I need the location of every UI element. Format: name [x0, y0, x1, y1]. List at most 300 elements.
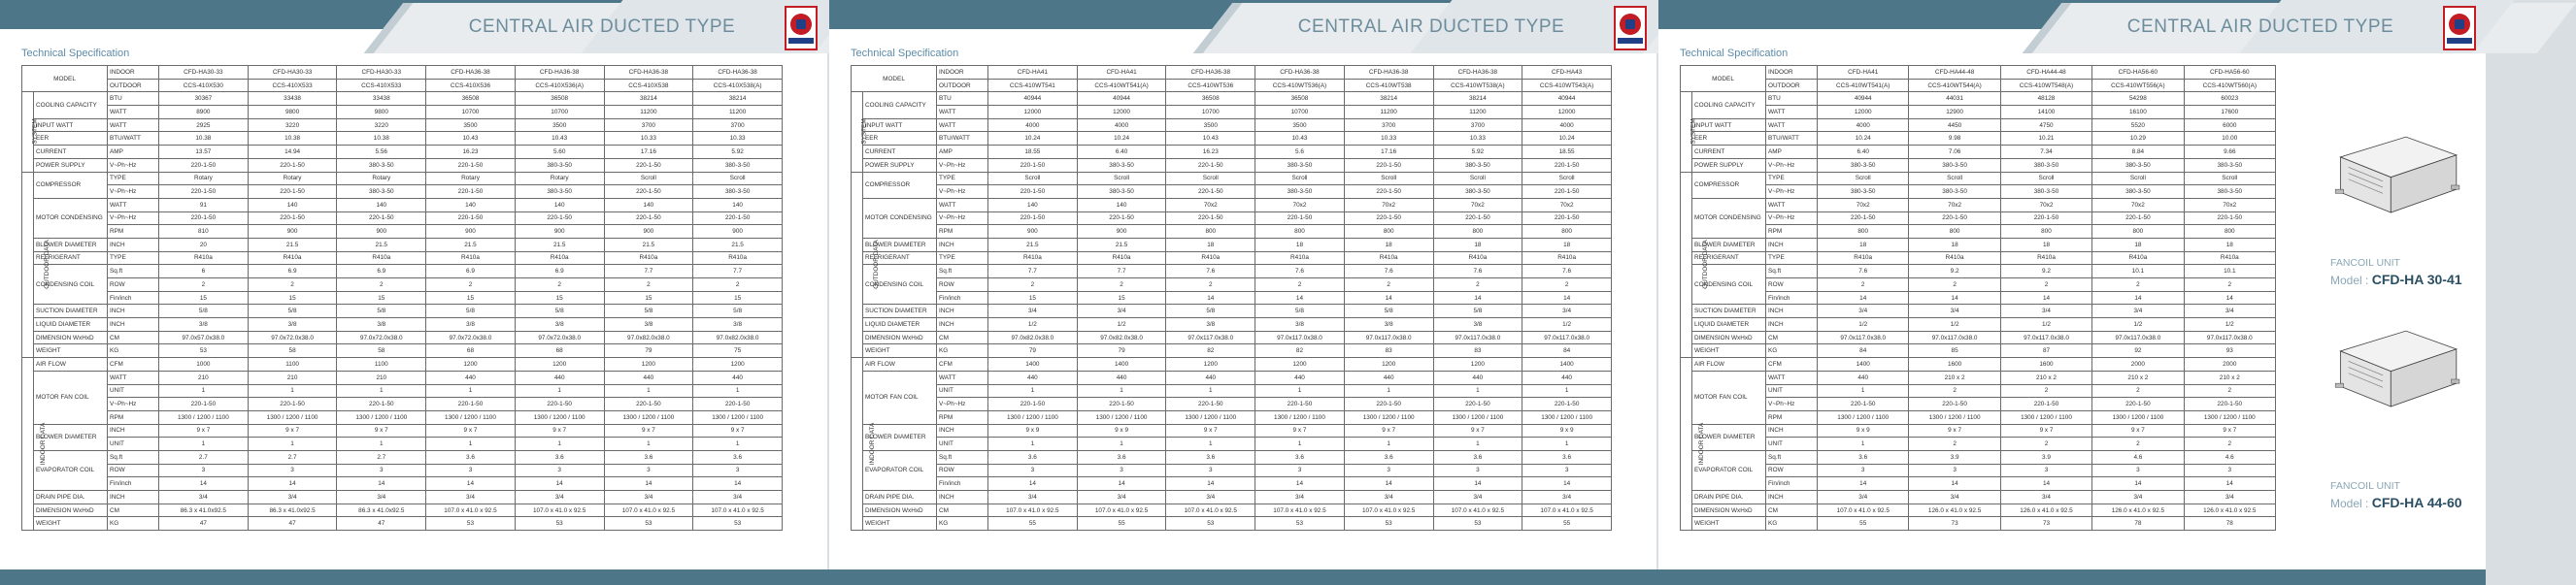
spec-value-cell: 3/4: [2092, 305, 2184, 318]
label-u_btu: BTU: [108, 92, 159, 106]
label-blower_diameter: BLOWER DIAMETER: [1692, 424, 1766, 450]
spec-value-cell: 9 x 7: [1255, 424, 1345, 438]
outdoor-model-cell: CCS-410WT541: [988, 79, 1078, 92]
spec-value-cell: 3.6: [1522, 450, 1612, 464]
spec-value-cell: 68: [515, 344, 604, 358]
label-u_row: ROW: [108, 278, 159, 292]
spec-value-cell: 220-1-50: [1344, 158, 1433, 172]
spec-value-cell: 380-3-50: [1255, 185, 1345, 199]
spec-value-cell: 9 x 9: [1077, 424, 1166, 438]
spec-value-cell: 3700: [693, 118, 783, 132]
spec-value-cell: 97.0x117.0x38.0: [1818, 331, 1909, 344]
spec-value-cell: 1: [693, 438, 783, 451]
spec-value-cell: Scroll: [693, 172, 783, 185]
spec-value-cell: 1300 / 1200 / 1100: [1433, 410, 1522, 424]
spec-row: [22, 172, 783, 185]
spec-value-cell: 1300 / 1200 / 1100: [1818, 410, 1909, 424]
spec-value-cell: 220-1-50: [1166, 158, 1255, 172]
spec-value-cell: 220-1-50: [515, 398, 604, 411]
spec-value-cell: 1100: [337, 358, 426, 372]
spec-value-cell: 18: [1255, 238, 1345, 251]
label-u_watt: WATT: [1766, 106, 1818, 119]
spec-value-cell: 220-1-50: [693, 211, 783, 225]
spec-value-cell: 1100: [248, 358, 337, 372]
spec-value-cell: Scroll: [1166, 172, 1255, 185]
page-title: CENTRAL AIR DUCTED TYPE: [468, 16, 736, 37]
spec-value-cell: 3700: [1344, 118, 1433, 132]
spec-value-cell: 85: [1909, 344, 2000, 358]
spec-value-cell: 1: [426, 384, 516, 398]
spec-value-cell: 70x2: [2184, 198, 2275, 211]
label-dimension: DIMENSION WxHxD: [34, 331, 108, 344]
label-indoor: INDOOR: [1766, 66, 1818, 80]
spec-page-1: [0, 0, 827, 585]
spec-value-cell: 2.7: [248, 450, 337, 464]
spec-value-cell: 7.6: [1166, 265, 1255, 278]
label-u_sqft: Sq.ft: [1766, 450, 1818, 464]
spec-value-cell: 14: [1433, 477, 1522, 491]
label-u_sqft: Sq.ft: [108, 450, 159, 464]
spec-row: [22, 185, 783, 199]
spec-value-cell: 15: [248, 291, 337, 305]
spec-value-cell: 380-3-50: [515, 158, 604, 172]
spec-value-cell: R410a: [337, 251, 426, 265]
spec-value-cell: 40944: [1522, 92, 1612, 106]
spec-value-cell: 1300 / 1200 / 1100: [1909, 410, 2000, 424]
label-indoor: INDOOR: [108, 66, 159, 80]
spec-value-cell: 5/8: [1255, 305, 1345, 318]
model-header: MODEL: [852, 66, 937, 92]
spec-value-cell: 14: [693, 477, 783, 491]
spec-value-cell: 107.0 x 41.0 x 92.5: [604, 504, 693, 517]
spec-row: [22, 477, 783, 491]
spec-value-cell: 3/4: [2000, 305, 2091, 318]
spec-value-cell: 3/4: [1522, 305, 1612, 318]
spec-value-cell: 1: [693, 384, 783, 398]
spec-value-cell: 40944: [1818, 92, 1909, 106]
spec-value-cell: R410a: [1344, 251, 1433, 265]
spec-value-cell: 220-1-50: [248, 158, 337, 172]
spec-value-cell: 53: [426, 517, 516, 531]
spec-value-cell: 18: [1166, 238, 1255, 251]
spec-value-cell: 14: [2184, 291, 2275, 305]
spec-value-cell: 107.0 x 41.0 x 92.5: [515, 504, 604, 517]
spec-value-cell: 9 x 7: [337, 424, 426, 438]
spec-value-cell: 36508: [515, 92, 604, 106]
spec-value-cell: 21.5: [515, 238, 604, 251]
spec-value-cell: 13.57: [159, 146, 249, 159]
spec-value-cell: 14: [426, 477, 516, 491]
spec-value-cell: 3.6: [1344, 450, 1433, 464]
spec-value-cell: 220-1-50: [604, 185, 693, 199]
spec-value-cell: 2: [248, 278, 337, 292]
spec-value-cell: 1000: [159, 358, 249, 372]
spec-value-cell: 9 x 7: [1909, 424, 2000, 438]
spec-value-cell: 16.23: [1166, 146, 1255, 159]
spec-value-cell: 1: [1818, 438, 1909, 451]
spec-value-cell: 2000: [2184, 358, 2275, 372]
spec-value-cell: 15: [1077, 291, 1166, 305]
spec-value-cell: 40944: [1077, 92, 1166, 106]
spec-value-cell: R410a: [1818, 251, 1909, 265]
spec-row: [852, 118, 1612, 132]
spec-value-cell: 18: [2000, 238, 2091, 251]
spec-value-cell: 3/4: [1077, 491, 1166, 504]
label-current: CURRENT: [34, 146, 108, 159]
section-label: INDOOR DATA: [1698, 422, 1706, 466]
spec-value-cell: 82: [1255, 344, 1345, 358]
spec-value-cell: 3/8: [159, 318, 249, 332]
fancoil-label: FANCOIL UNIT: [2330, 480, 2400, 492]
spec-value-cell: 440: [515, 371, 604, 384]
spec-value-cell: 220-1-50: [1433, 398, 1522, 411]
spec-value-cell: 220-1-50: [426, 211, 516, 225]
spec-value-cell: 440: [988, 371, 1078, 384]
spec-value-cell: 16.23: [426, 146, 516, 159]
label-u_finsinch: Fin/inch: [1766, 477, 1818, 491]
spec-value-cell: Scroll: [1433, 172, 1522, 185]
spec-value-cell: 440: [604, 371, 693, 384]
spec-value-cell: 55: [1077, 517, 1166, 531]
label-u_inch: INCH: [108, 238, 159, 251]
spec-value-cell: 5/8: [1433, 305, 1522, 318]
spec-value-cell: 2: [2092, 278, 2184, 292]
spec-row: [1681, 92, 2276, 106]
label-u_row: ROW: [1766, 464, 1818, 477]
spec-value-cell: 1: [1077, 438, 1166, 451]
spec-row: [22, 238, 783, 251]
spec-value-cell: 1200: [1255, 358, 1345, 372]
label-weight: WEIGHT: [1692, 517, 1766, 531]
spec-row: [22, 450, 783, 464]
spec-value-cell: 380-3-50: [2000, 185, 2091, 199]
spec-value-cell: 380-3-50: [2092, 158, 2184, 172]
spec-value-cell: 800: [1344, 225, 1433, 239]
spec-value-cell: 1: [988, 384, 1078, 398]
spec-value-cell: R410a: [2092, 251, 2184, 265]
spec-value-cell: 4000: [988, 118, 1078, 132]
spec-value-cell: 2: [1818, 278, 1909, 292]
fancoil-model-prefix: Model :: [2330, 497, 2369, 510]
label-u_row: ROW: [1766, 278, 1818, 292]
spec-value-cell: 79: [988, 344, 1078, 358]
label-u_kg: KG: [1766, 344, 1818, 358]
spec-row: [22, 358, 783, 372]
spec-value-cell: 7.6: [1818, 265, 1909, 278]
spec-row: [1681, 278, 2276, 292]
spec-value-cell: 6.9: [337, 265, 426, 278]
spec-value-cell: 5/8: [337, 305, 426, 318]
indoor-model-cell: CFD-HA30-33: [248, 66, 337, 80]
spec-row: [852, 291, 1612, 305]
spec-value-cell: 7.7: [1077, 265, 1166, 278]
spec-value-cell: 14: [1522, 291, 1612, 305]
spec-value-cell: Rotary: [426, 172, 516, 185]
spec-row: [22, 438, 783, 451]
spec-value-cell: 2.7: [159, 450, 249, 464]
spec-value-cell: 86.3 x 41.0x92.5: [337, 504, 426, 517]
label-refrigerant: REFRIGERANT: [1692, 251, 1766, 265]
label-u_btuwatt: BTU/WATT: [108, 132, 159, 146]
spec-value-cell: 5.56: [337, 146, 426, 159]
spec-value-cell: 107.0 x 41.0 x 92.5: [1344, 504, 1433, 517]
spec-row: [852, 371, 1612, 384]
spec-value-cell: 210: [337, 371, 426, 384]
spec-value-cell: 97.0x72.0x38.0: [248, 331, 337, 344]
label-motor_condensing: MOTOR CONDENSING: [863, 198, 937, 238]
spec-value-cell: 15: [337, 291, 426, 305]
label-u_unit: UNIT: [1766, 384, 1818, 398]
spec-value-cell: 11200: [1344, 106, 1433, 119]
spec-value-cell: 9 x 7: [604, 424, 693, 438]
spec-value-cell: 7.7: [693, 265, 783, 278]
label-refrigerant: REFRIGERANT: [863, 251, 937, 265]
spec-value-cell: 97.0x82.0x38.0: [693, 331, 783, 344]
spec-value-cell: 1400: [1818, 358, 1909, 372]
label-u_btu: BTU: [937, 92, 988, 106]
spec-value-cell: 220-1-50: [1166, 185, 1255, 199]
spec-value-cell: Rotary: [248, 172, 337, 185]
spec-row: [1681, 106, 2276, 119]
spec-value-cell: 9 x 7: [1166, 424, 1255, 438]
spec-row: [22, 291, 783, 305]
spec-value-cell: 5/8: [248, 305, 337, 318]
spec-value-cell: 1: [515, 438, 604, 451]
spec-row: [852, 265, 1612, 278]
spec-value-cell: 220-1-50: [1344, 398, 1433, 411]
label-u_vphhz: V~Ph~Hz: [1766, 211, 1818, 225]
spec-value-cell: 9800: [337, 106, 426, 119]
label-u_rpm: RPM: [1766, 225, 1818, 239]
spec-value-cell: 4000: [1077, 118, 1166, 132]
spec-value-cell: 10.38: [248, 132, 337, 146]
spec-value-cell: 3: [159, 464, 249, 477]
indoor-model-cell: CFD-HA30-33: [337, 66, 426, 80]
model-header: MODEL: [1681, 66, 1766, 92]
spec-value-cell: 1300 / 1200 / 1100: [1255, 410, 1345, 424]
spec-value-cell: 2: [1433, 278, 1522, 292]
indoor-model-cell: CFD-HA36-38: [426, 66, 516, 80]
spec-row: [22, 265, 783, 278]
section-system: [852, 92, 868, 172]
spec-value-cell: 70x2: [1166, 198, 1255, 211]
spec-value-cell: 220-1-50: [159, 185, 249, 199]
spec-value-cell: 220-1-50: [988, 185, 1078, 199]
indoor-model-cell: CFD-HA43: [1522, 66, 1612, 80]
spec-row: [22, 318, 783, 332]
spec-value-cell: 1300 / 1200 / 1100: [693, 410, 783, 424]
label-weight: WEIGHT: [34, 344, 108, 358]
spec-value-cell: 10700: [426, 106, 516, 119]
spec-value-cell: 2: [1255, 278, 1345, 292]
spec-value-cell: 380-3-50: [1077, 158, 1166, 172]
label-weight: WEIGHT: [1692, 344, 1766, 358]
outdoor-model-cell: CCS-410X538(A): [693, 79, 783, 92]
spec-row: [852, 106, 1612, 119]
spec-row: [22, 211, 783, 225]
spec-value-cell: 97.0x117.0x38.0: [2092, 331, 2184, 344]
outdoor-model-cell: CCS-410X533: [337, 79, 426, 92]
spec-value-cell: 5.6: [1255, 146, 1345, 159]
spec-value-cell: 87: [2000, 344, 2091, 358]
label-u_watt: WATT: [1766, 118, 1818, 132]
spec-value-cell: 9 x 9: [988, 424, 1078, 438]
spec-value-cell: Scroll: [1077, 172, 1166, 185]
spec-row: [852, 424, 1612, 438]
spec-value-cell: 10.1: [2092, 265, 2184, 278]
indoor-model-cell: CFD-HA36-38: [1433, 66, 1522, 80]
label-u_vphhz: V~Ph~Hz: [937, 158, 988, 172]
spec-value-cell: 220-1-50: [1522, 211, 1612, 225]
outdoor-model-cell: CCS-410X530: [159, 79, 249, 92]
spec-value-cell: 4000: [1818, 118, 1909, 132]
spec-value-cell: 8900: [159, 106, 249, 119]
indoor-model-cell: CFD-HA41: [1818, 66, 1909, 80]
label-dimension: DIMENSION WxHxD: [1692, 331, 1766, 344]
spec-value-cell: 86.3 x 41.0x92.5: [248, 504, 337, 517]
label-eer: EER: [34, 132, 108, 146]
spec-value-cell: 53: [159, 344, 249, 358]
spec-row: [1681, 344, 2276, 358]
spec-value-cell: R410a: [426, 251, 516, 265]
spec-value-cell: R410a: [248, 251, 337, 265]
spec-row: [852, 132, 1612, 146]
spec-row: [852, 410, 1612, 424]
spec-value-cell: 3: [248, 464, 337, 477]
outdoor-model-cell: CCS-410WT538: [1344, 79, 1433, 92]
label-drain_pipe: DRAIN PIPE DIA.: [863, 491, 937, 504]
spec-value-cell: 1400: [1077, 358, 1166, 372]
spec-row: [1681, 118, 2276, 132]
spec-value-cell: 1: [426, 438, 516, 451]
spec-value-cell: 14.94: [248, 146, 337, 159]
spec-value-cell: 10700: [515, 106, 604, 119]
spec-value-cell: 3.6: [1433, 450, 1522, 464]
spec-value-cell: 380-3-50: [515, 185, 604, 199]
spec-value-cell: 220-1-50: [2184, 211, 2275, 225]
spec-value-cell: 4.6: [2092, 450, 2184, 464]
spec-value-cell: 3.6: [1077, 450, 1166, 464]
spec-value-cell: 3/8: [426, 318, 516, 332]
spec-table: [21, 65, 783, 531]
spec-row: [22, 158, 783, 172]
label-motor_fan_coil: MOTOR FAN COIL: [863, 371, 937, 424]
spec-value-cell: 3/8: [1344, 318, 1433, 332]
spec-table: [851, 65, 1612, 531]
label-indoor: INDOOR: [937, 66, 988, 80]
label-u_btu: BTU: [1766, 92, 1818, 106]
spec-row: [1681, 158, 2276, 172]
outdoor-model-cell: CCS-410X536: [426, 79, 516, 92]
label-suction_diameter: SUCTION DIAMETER: [1692, 305, 1766, 318]
spec-row: [22, 106, 783, 119]
spec-value-cell: 3/8: [1433, 318, 1522, 332]
spec-row: [22, 305, 783, 318]
spec-value-cell: 380-3-50: [2184, 185, 2275, 199]
spec-value-cell: 5/8: [426, 305, 516, 318]
spec-value-cell: 12000: [988, 106, 1078, 119]
spec-value-cell: 440: [1522, 371, 1612, 384]
label-dimension: DIMENSION WxHxD: [34, 504, 108, 517]
spec-value-cell: 126.0 x 41.0 x 92.5: [2092, 504, 2184, 517]
label-u_kg: KG: [937, 517, 988, 531]
spec-value-cell: 3: [1344, 464, 1433, 477]
spec-value-cell: 9 x 7: [159, 424, 249, 438]
fancoil-model: [2330, 495, 2462, 510]
spec-value-cell: 1: [1522, 384, 1612, 398]
spec-value-cell: 14: [988, 477, 1078, 491]
spec-value-cell: 3.6: [604, 450, 693, 464]
label-u_vphhz: V~Ph~Hz: [108, 398, 159, 411]
spec-row: [22, 410, 783, 424]
spec-value-cell: 1: [248, 384, 337, 398]
spec-value-cell: Scroll: [988, 172, 1078, 185]
spec-value-cell: 79: [1077, 344, 1166, 358]
spec-value-cell: 2: [1522, 278, 1612, 292]
spec-value-cell: 2: [604, 278, 693, 292]
spec-value-cell: 3/4: [1433, 491, 1522, 504]
label-u_sqft: Sq.ft: [1766, 265, 1818, 278]
spec-value-cell: 9 x 7: [693, 424, 783, 438]
fancoil-model: [2330, 272, 2462, 287]
spec-value-cell: 220-1-50: [337, 211, 426, 225]
spec-value-cell: 3.6: [515, 450, 604, 464]
spec-value-cell: 18.55: [988, 146, 1078, 159]
spec-value-cell: 1: [1433, 384, 1522, 398]
label-u_sqft: Sq.ft: [937, 265, 988, 278]
spec-value-cell: 9800: [248, 106, 337, 119]
label-u_inch: INCH: [108, 491, 159, 504]
spec-value-cell: 33438: [337, 92, 426, 106]
page-title: CENTRAL AIR DUCTED TYPE: [2126, 16, 2394, 37]
brand-logo: [2443, 6, 2476, 50]
spec-value-cell: 21.5: [693, 238, 783, 251]
spec-value-cell: 75: [693, 344, 783, 358]
spec-value-cell: 9 x 7: [1433, 424, 1522, 438]
label-u_cm: CM: [108, 504, 159, 517]
spec-value-cell: 1: [1255, 384, 1345, 398]
label-current: CURRENT: [1692, 146, 1766, 159]
label-u_unit: UNIT: [937, 384, 988, 398]
spec-value-cell: 220-1-50: [1077, 398, 1166, 411]
spec-value-cell: 10.43: [1166, 132, 1255, 146]
spec-value-cell: 1300 / 1200 / 1100: [2092, 410, 2184, 424]
spec-value-cell: 97.0x117.0x38.0: [1909, 331, 2000, 344]
spec-row: [22, 146, 783, 159]
spec-value-cell: 97.0x57.0x38.0: [159, 331, 249, 344]
spec-value-cell: 18: [1433, 238, 1522, 251]
label-u_watt: WATT: [1766, 198, 1818, 211]
spec-value-cell: 220-1-50: [337, 398, 426, 411]
spec-value-cell: 10.33: [693, 132, 783, 146]
label-u_vphhz: V~Ph~Hz: [108, 158, 159, 172]
spec-value-cell: 21.5: [337, 238, 426, 251]
spec-value-cell: 3700: [1433, 118, 1522, 132]
spec-value-cell: 15: [604, 291, 693, 305]
spec-row: [852, 464, 1612, 477]
spec-value-cell: 900: [337, 225, 426, 239]
label-dimension: DIMENSION WxHxD: [863, 331, 937, 344]
label-u_sqft: Sq.ft: [108, 265, 159, 278]
spec-value-cell: 1600: [1909, 358, 2000, 372]
spec-value-cell: 220-1-50: [1166, 398, 1255, 411]
label-u_finsinch: Fin/inch: [108, 477, 159, 491]
spec-value-cell: 2: [2000, 278, 2091, 292]
spec-value-cell: 4000: [1522, 118, 1612, 132]
spec-value-cell: 97.0x82.0x38.0: [1077, 331, 1166, 344]
spec-row: [852, 172, 1612, 185]
label-u_unit: UNIT: [937, 438, 988, 451]
